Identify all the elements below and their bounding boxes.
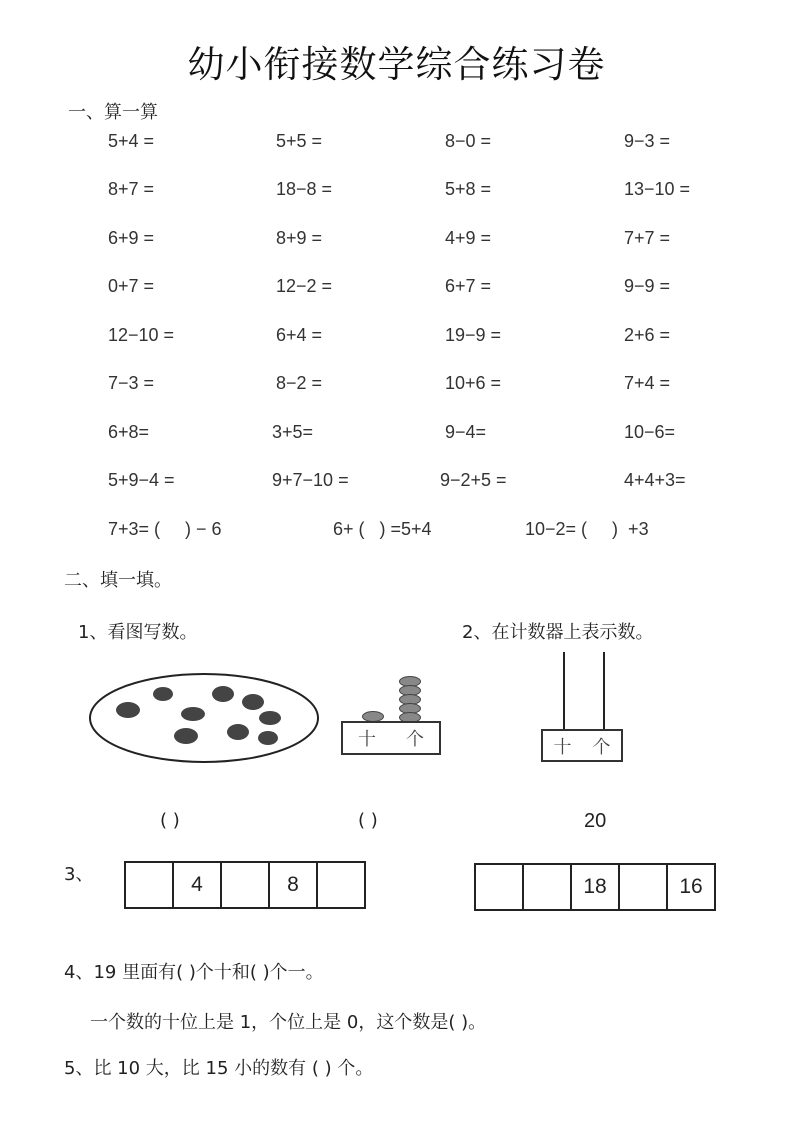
equation: 19−9 = xyxy=(445,325,502,345)
number-sequence-2 xyxy=(474,863,716,911)
seq-cell[interactable] xyxy=(476,865,524,909)
equation: 18−8 = xyxy=(276,179,333,199)
seq-cell[interactable] xyxy=(620,865,668,909)
equation: 8+9 = xyxy=(276,228,323,248)
ones-label: 个 xyxy=(406,729,424,750)
page-title: 幼小衔接数学综合练习卷 xyxy=(187,43,606,86)
equation: 6+7 = xyxy=(445,276,492,296)
equation: 9−4= xyxy=(445,422,487,442)
section1-heading: 一、算一算 xyxy=(68,102,158,123)
question-1: 1、看图写数。 xyxy=(78,622,198,643)
seq-cell[interactable] xyxy=(126,863,174,907)
equation: 7+7 = xyxy=(624,228,671,248)
equation: 3+5= xyxy=(272,422,314,442)
question-2: 2、在计数器上表示数。 xyxy=(462,622,654,643)
abacus-number: 20 xyxy=(584,810,607,832)
equation: 2+6 = xyxy=(624,325,671,345)
question-5: 5、比 10 大，比 15 小的数有 ( ) 个。 xyxy=(64,1058,374,1079)
equation: 5+8 = xyxy=(445,179,492,199)
seq-cell: 16 xyxy=(679,875,703,898)
equation: 7−3 = xyxy=(108,373,155,393)
answer-blank-2[interactable]: ( ) xyxy=(358,810,378,831)
fill-blank-equation[interactable]: 6+ ( ) =5+4 xyxy=(333,519,432,539)
equation: 5+5 = xyxy=(276,131,323,151)
equation: 5+9−4 = xyxy=(108,470,175,490)
equation: 6+9 = xyxy=(108,228,155,248)
equation: 13−10 = xyxy=(624,179,691,199)
seq-cell: 4 xyxy=(174,863,222,907)
question-4: 4、19 里面有( )个十和( )个一。 xyxy=(64,962,324,983)
equation: 0+7 = xyxy=(108,276,155,296)
seq-cell: 18 xyxy=(572,865,620,909)
equation: 9−2+5 = xyxy=(440,470,507,490)
ones-label: 个 xyxy=(592,736,611,758)
answer-blank-1[interactable]: ( ) xyxy=(160,810,180,831)
seq-cell[interactable] xyxy=(222,863,270,907)
question-3-label: 3、 xyxy=(64,864,94,885)
tens-label: 十 xyxy=(358,729,376,750)
tens-label: 十 xyxy=(553,736,572,758)
fill-blank-equation[interactable]: 7+3= ( ) − 6 xyxy=(108,519,222,539)
number-sequence-1 xyxy=(124,861,366,909)
animal-icons xyxy=(116,686,281,745)
seq-cell[interactable] xyxy=(524,865,572,909)
equation: 6+4 = xyxy=(276,325,323,345)
equation: 9−3 = xyxy=(624,131,671,151)
equation: 8−0 = xyxy=(445,131,492,151)
equation: 10−6= xyxy=(624,422,676,442)
question-4b: 一个数的十位上是 1，个位上是 0，这个数是( )。 xyxy=(90,1012,487,1033)
seq-cell[interactable] xyxy=(318,863,364,907)
equation: 8−2 = xyxy=(276,373,323,393)
equation: 8+7 = xyxy=(108,179,155,199)
equation: 4+4+3= xyxy=(624,470,686,490)
equation: 9−9 = xyxy=(624,276,671,296)
equation: 12−2 = xyxy=(276,276,333,296)
equation: 12−10 = xyxy=(108,325,175,345)
equation: 7+4 = xyxy=(624,373,671,393)
animals-picture xyxy=(88,672,320,764)
equation: 10+6 = xyxy=(445,373,502,393)
equation: 5+4 = xyxy=(108,131,155,151)
equation: 9+7−10 = xyxy=(272,470,349,490)
equation: 6+8= xyxy=(108,422,150,442)
equation: 4+9 = xyxy=(445,228,492,248)
seq-cell: 8 xyxy=(270,863,318,907)
section2-heading: 二、填一填。 xyxy=(64,570,172,591)
fill-blank-equation[interactable]: 10−2= ( ) +3 xyxy=(525,519,649,539)
